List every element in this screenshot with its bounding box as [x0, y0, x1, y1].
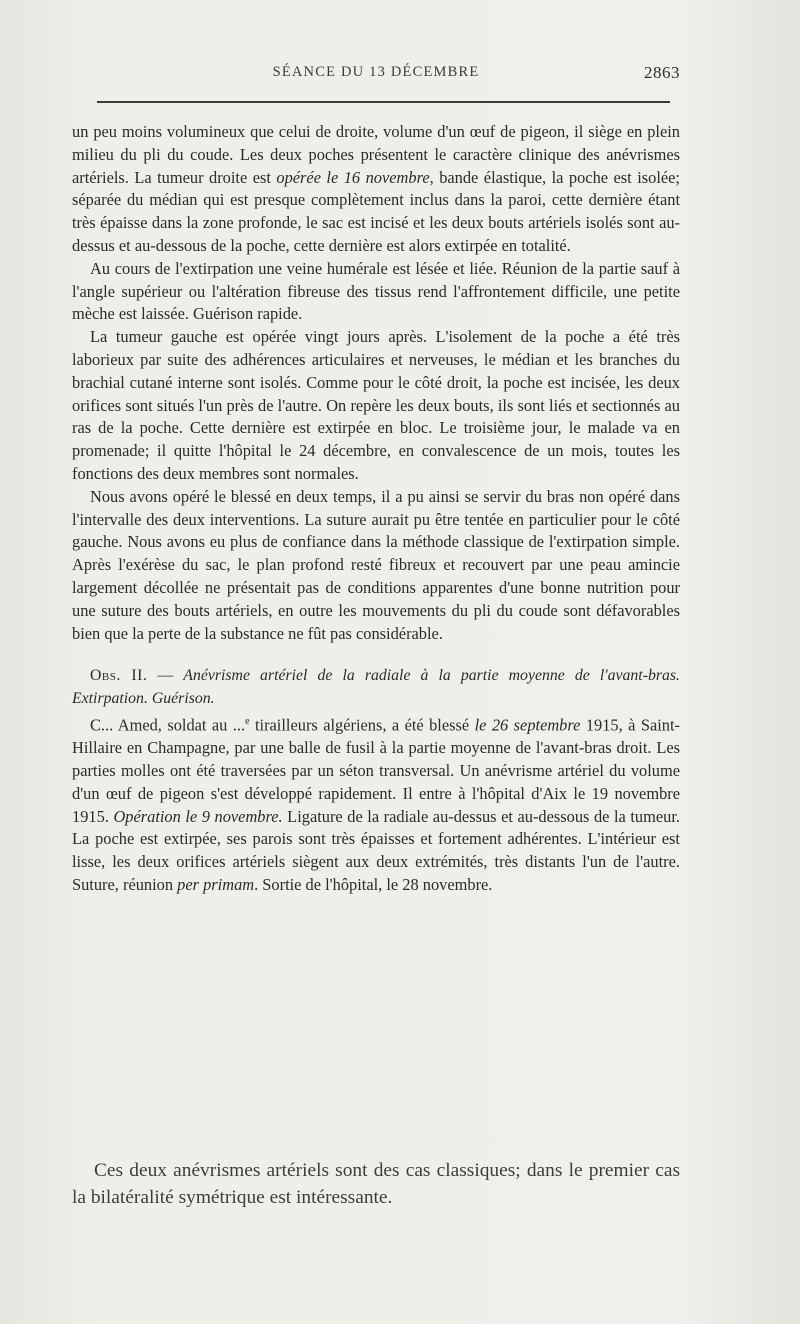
observation-heading [72, 665, 680, 711]
observation-text-d: Ligature de la radiale au-dessus et au-dessous de la tumeur. La poche est extirpée, ses parois sont très épaisses et fortement adhérentes. L'intérieur est lisse, les deux orifices artériels siègent aux deux extrémités, très distants l'un de l'autre. Suture, réunion [72, 806, 680, 894]
paragraph-1-text: un peu moins volumineux que celui de droite, volume d'un œuf de pigeon, il siège en plein milieu du pli du coude. Les deux poches présentent le caractère clinique des anévrismes artériels. La tumeur droite est [72, 122, 680, 187]
observation-body [72, 711, 680, 897]
observation-text-c: 1915, à Saint-Hillaire en Champagne, par une balle de fusil à la partie moyenne de l'avant-bras droit. Les parties molles ont été traversées par un séton transversal. Un anévrisme artériel du volume d'un œuf de pigeon s'est développé rapidement. Il entre à l'hôpital d'Aix le 19 novembre 1915. [72, 715, 680, 826]
paragraph-1-rest: , bande élastique, la poche est isolée; séparée du médian qui est presque complètement inclus dans la paroi, cette dernière étant très épaisse dans la zone profonde, le sac est incisé et les deux bouts artériels isolés sont au-dessus et au-dessous de la poche, cette dernière est alors extirpée en totalité. [72, 167, 680, 255]
running-title: SÉANCE DU 13 DÉCEMBRE [272, 64, 480, 80]
main-text [72, 121, 680, 897]
section-gap [72, 645, 680, 665]
paragraph-1 [72, 121, 680, 258]
observation-per-primam: per primam [177, 874, 255, 894]
conclusion-text: Ces deux anévrismes artériels sont des cas classiques; dans le premier cas la bilatéralité symétrique est intéressante. [72, 1160, 680, 1208]
paragraph-4: Nous avons opéré le blessé en deux temps, il a pu ainsi se servir du bras non opéré dans l'intervalle des deux interventions. La suture aurait pu être tentée en particulier pour le côté gauche. Nous avons eu plus de confiance dans la méthode classique de l'extirpation simple. Après l'exérèse du sac, le plan profond resté fibreux et recouvert par une peau amincie largement décollée ne présentait pas de conditions apparentes d'une bonne nutrition pour une suture des bouts artériels, en outre les mouvements du pli du coude sont défavorables bien que la perte de la substance ne fût pas considérable. [72, 486, 680, 643]
observation-text-b: tirailleurs algériens, a été blessé [249, 715, 475, 735]
paragraph-1-emphasis: opérée le 16 novembre [276, 167, 430, 187]
observation-text-a: C... Amed, soldat au ... [90, 715, 246, 735]
page-header [72, 64, 680, 88]
paragraph-3: La tumeur gauche est opérée vingt jours après. L'isolement de la poche a été très laborieux par suite des adhérences articulaires et nerveuses, le médian et les branches du brachial cutané interne sont isolés. Comme pour le côté droit, la poche est incisée, les deux orifices sont situés l'un près de l'autre. On repère les deux bouts, ils sont liés et sectionnés au ras de la poche. Cette dernière est extirpée en bloc. Le troisième jour, le malade va en promenade; il quitte l'hôpital le 24 décembre, en convalescence de un mois, toutes les fonctions des deux membres sont normales. [72, 327, 680, 483]
conclusion [72, 1157, 680, 1211]
observation-operation-emphasis: Opération le 9 novembre. [113, 806, 283, 826]
observation-label: Obs. II. [90, 667, 148, 685]
page-number: 2863 [644, 63, 680, 82]
observation-title: Anévrisme artériel de la radiale à la partie moyenne de l'avant-bras. Extirpation. Guérison. [72, 667, 680, 708]
observation-superscript: e [245, 715, 250, 727]
header-rule [97, 101, 670, 103]
paragraph-2: Au cours de l'extirpation une veine humérale est lésée et liée. Réunion de la partie sauf à l'angle supérieur ou l'altération fibreuse des tissus rend l'affrontement difficile, une petite mèche est laissée. Guérison rapide. [72, 258, 680, 324]
observation-dash: — [147, 667, 184, 685]
observation-date-emphasis: le 26 septembre [474, 715, 581, 735]
observation-text-e: . Sortie de l'hôpital, le 28 novembre. [254, 874, 493, 894]
